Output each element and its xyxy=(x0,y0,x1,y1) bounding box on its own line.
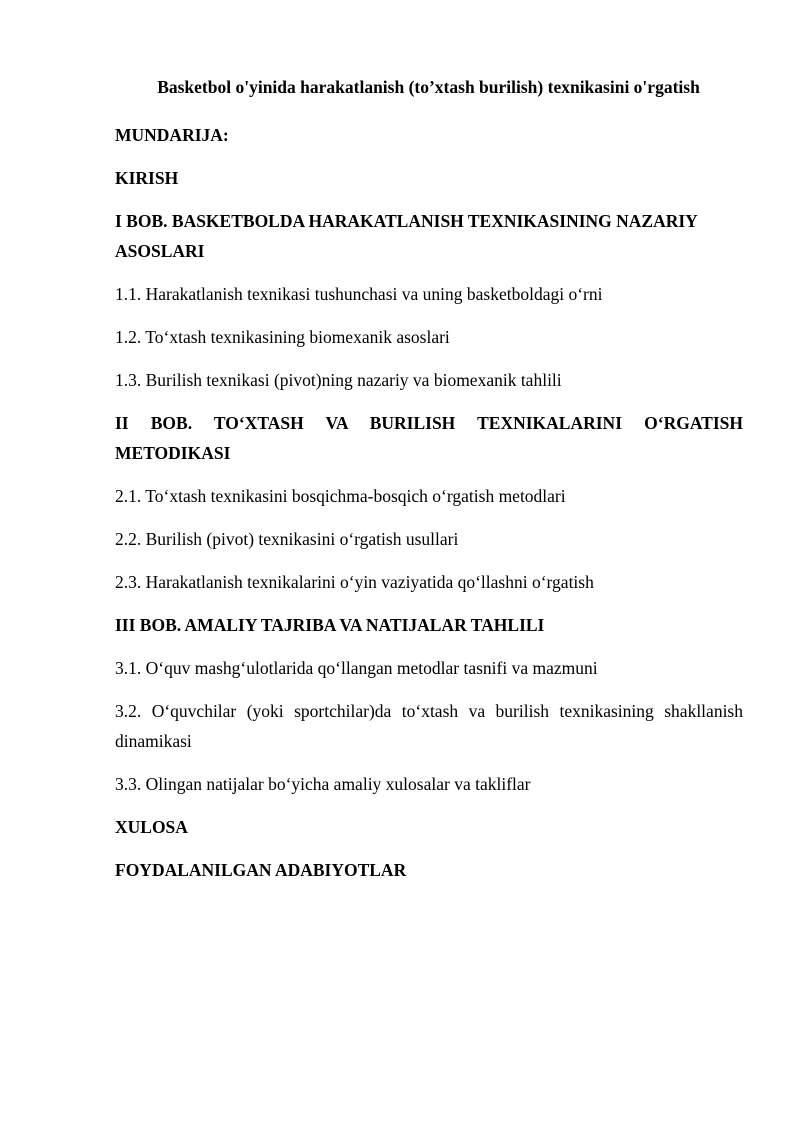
toc-item-3-1: 3.1. O‘quv mashg‘ulotlarida qo‘llangan metodlar tasnifi va mazmuni xyxy=(115,658,598,678)
chapter-1-title-line1: I BOB. BASKETBOLDA HARAKATLANISH TEXNIKASINING NAZARIY xyxy=(115,211,698,231)
chapter-1-title-line2: ASOSLARI xyxy=(115,241,205,261)
toc-item-3-2-line1: 3.2. O‘quvchilar (yoki sportchilar)da to‘xtash va burilish texnikasining shakllanish xyxy=(115,701,743,721)
toc-references: FOYDALANILGAN ADABIYOTLAR xyxy=(115,860,407,880)
toc-chapter-3: III BOB. AMALIY TAJRIBA VA NATIJALAR TAHLILI xyxy=(115,615,545,635)
toc-chapter-2 xyxy=(115,408,743,468)
chapter-2-title-line2: METODIKASI xyxy=(115,443,231,463)
toc-item-1-1: 1.1. Harakatlanish texnikasi tushunchasi va uning basketboldagi o‘rni xyxy=(115,284,603,304)
toc-conclusion: XULOSA xyxy=(115,817,188,837)
toc-item-1-2: 1.2. To‘xtash texnikasining biomexanik asoslari xyxy=(115,327,450,347)
toc-heading: MUNDARIJA: xyxy=(115,125,229,145)
document-title: Basketbol o'yinida harakatlanish (to’xtash burilish) texnikasini o'rgatish xyxy=(157,77,700,97)
toc-item-2-1: 2.1. To‘xtash texnikasini bosqichma-bosqich o‘rgatish metodlari xyxy=(115,486,566,506)
toc-item-3-2 xyxy=(115,696,743,756)
toc-item-2-3: 2.3. Harakatlanish texnikalarini o‘yin vaziyatida qo‘llashni o‘rgatish xyxy=(115,572,594,592)
chapter-2-title-line1: II BOB. TO‘XTASH VA BURILISH TEXNIKALARINI O‘RGATISH xyxy=(115,413,743,433)
toc-chapter-1 xyxy=(115,206,743,266)
table-of-contents xyxy=(115,120,743,898)
toc-intro: KIRISH xyxy=(115,168,179,188)
toc-item-3-2-line2: dinamikasi xyxy=(115,731,192,751)
toc-item-1-3: 1.3. Burilish texnikasi (pivot)ning nazariy va biomexanik tahlili xyxy=(115,370,562,390)
toc-item-3-3: 3.3. Olingan natijalar bo‘yicha amaliy xulosalar va takliflar xyxy=(115,774,531,794)
toc-item-2-2: 2.2. Burilish (pivot) texnikasini o‘rgatish usullari xyxy=(115,529,459,549)
